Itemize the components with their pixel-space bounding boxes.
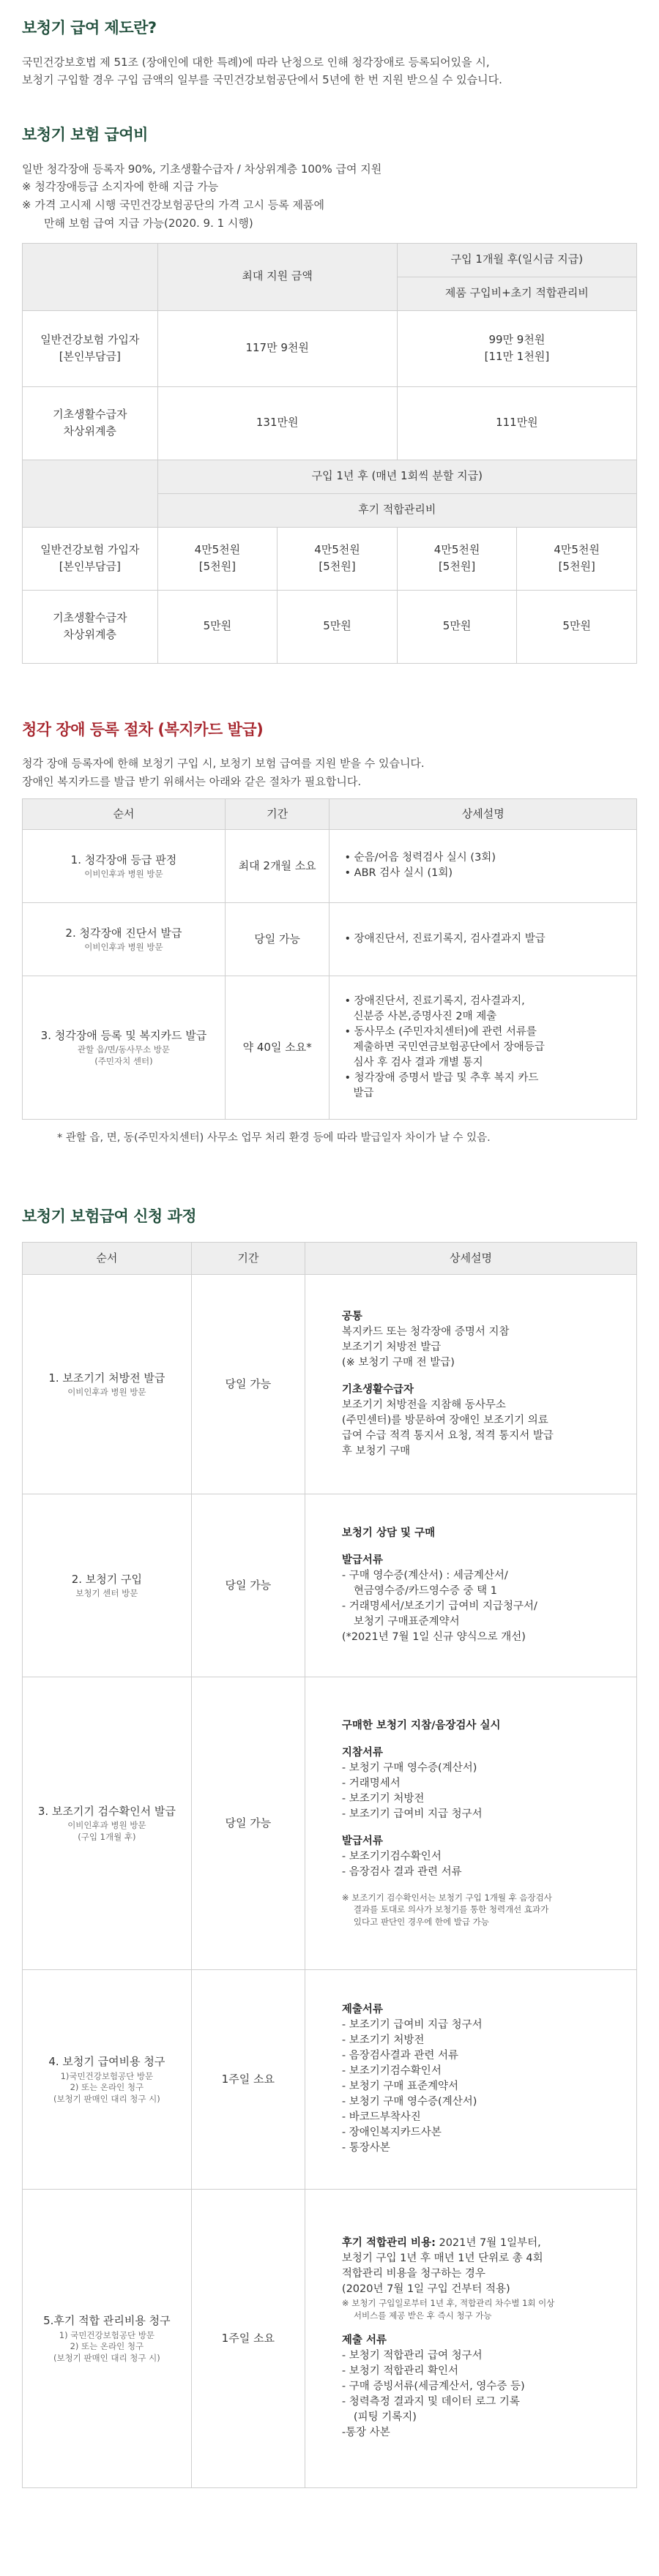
step-sub: 이비인후과 병원 방문 — [84, 869, 163, 879]
step-title: 1. 보조기기 처방전 발급 — [48, 1371, 165, 1385]
label-line: [본인부담금] — [59, 560, 121, 574]
step-cell — [23, 976, 226, 1119]
detail-line: • ABR 검사 실시 (1회) — [344, 867, 453, 880]
period-cell: 약 40일 소요* — [225, 976, 330, 1119]
period-cell: 1주일 소요 — [191, 1969, 305, 2189]
section-title: 보청기 보험 급여비 — [22, 126, 148, 144]
detail-line: - 보청기 적합관리 급여 청구서 — [341, 2350, 483, 2362]
detail-line: - 보조기기 급여비 지급 청구서 — [341, 2019, 483, 2032]
detail-line: 심사 후 검사 결과 개별 통지 — [353, 1056, 483, 1068]
detail-line: (*2021년 7월 1일 신규 양식으로 개선) — [341, 1630, 526, 1643]
text-line: 만해 보험 급여 지급 가능(2020. 9. 1 시행) — [44, 216, 253, 230]
detail-heading: 제출 서류 — [341, 2334, 387, 2347]
table-cell — [397, 527, 517, 590]
step-title: 3. 청각장애 등록 및 복지카드 발급 — [40, 1029, 207, 1042]
detail-line: - 보조기기 급여비 지급 청구서 — [341, 1808, 483, 1820]
header-cell: 상세설명 — [330, 798, 637, 829]
detail-heading: 발급서류 — [341, 1835, 383, 1847]
row-label — [23, 590, 158, 663]
detail-note: 서비스를 제공 받은 후 즉시 청구 가능 — [353, 2310, 492, 2321]
step-sub: (구입 1개월 후) — [78, 1831, 136, 1842]
footnote: * 관할 읍, 면, 동(주민자치센터) 사무소 업무 처리 환경 등에 따라 발급일자 차이가 날 수 있음. — [57, 1131, 491, 1144]
registration-text — [22, 755, 637, 791]
text-line: 청각 장애 등록자에 한해 보청기 구입 시, 보청기 보험 급여를 지원 받을 수 있습니다. — [22, 757, 425, 771]
table-cell — [157, 527, 278, 590]
detail-cell — [305, 1274, 636, 1494]
detail-line: - 장애인복지카드사본 — [341, 2127, 442, 2139]
detail-line: - 청력측정 결과지 및 데이터 로그 기록 — [341, 2396, 520, 2408]
text-line: ※ 청각장애등급 소지자에 한해 지급 가능 — [22, 180, 219, 194]
step-sub: 보청기 센터 방문 — [75, 1588, 138, 1599]
detail-line: - 보청기 구매 영수증(계산서) — [341, 2096, 477, 2108]
header-cell: 후기 적합관리비 — [157, 493, 636, 527]
detail-heading: 보청기 상담 및 구매 — [341, 1527, 436, 1539]
section-application — [22, 1205, 637, 2488]
detail-line: 적합관리 비용을 청구하는 경우 — [341, 2267, 485, 2280]
detail-cell — [330, 976, 637, 1119]
detail-line: - 음장검사결과 관련 서류 — [341, 2050, 459, 2062]
step-sub: (보청기 판매인 대리 청구 시) — [53, 2352, 160, 2363]
detail-line: 2021년 7월 1일부터, — [435, 2236, 541, 2249]
benefit-text — [22, 160, 637, 233]
detail-note: ※ 보조기기 검수확인서는 보청기 구입 1개월 후 음장검사 — [341, 1892, 552, 1903]
step-sub: 2) 또는 온라인 청구 — [70, 2341, 144, 2352]
detail-line: 보청기 구입 1년 후 매년 1년 단위로 총 4회 — [341, 2252, 543, 2264]
detail-heading: 발급서류 — [341, 1554, 383, 1566]
detail-line: 급여 수급 적격 통지서 요청, 적격 통지서 발급 — [341, 1429, 554, 1442]
detail-heading: 제출서류 — [341, 2004, 383, 2016]
detail-line: 신분증 사본,증명사진 2매 제출 — [353, 1010, 497, 1022]
detail-line: - 보조기기검수확인서 — [341, 2065, 442, 2078]
detail-line: - 구매 영수증(계산서) : 세금계산서/ — [341, 1569, 508, 1581]
detail-line: - 보조기기 처방전 — [341, 2034, 425, 2047]
detail-line: • 순음/어음 청력검사 실시 (3회) — [344, 852, 496, 864]
detail-line: 현금영수증/카드영수증 중 택 1 — [353, 1584, 497, 1597]
header-cell: 구입 1개월 후(일시금 지급) — [397, 243, 636, 277]
step-title: 2. 보청기 구입 — [71, 1572, 143, 1586]
text-line: ※ 가격 고시제 시행 국민건강보험공단의 가격 고시 등록 제품에 — [22, 198, 324, 212]
value-line: [5천원] — [319, 560, 356, 574]
label-line: 일반건강보험 가입자 — [40, 332, 140, 346]
period-cell: 최대 2개월 소요 — [225, 829, 330, 902]
label-line: [본인부담금] — [59, 350, 121, 364]
detail-line: • 동사무소 (주민자치센터)에 관련 서류를 — [344, 1025, 537, 1038]
detail-line: (피팅 기록지) — [353, 2411, 417, 2424]
section-title: 보청기 급여 제도란? — [22, 19, 157, 37]
table-cell — [397, 310, 636, 386]
label-line: 기초생활수급자 — [53, 407, 127, 421]
detail-heading: 공통 — [341, 1310, 362, 1322]
label-line: 일반건강보험 가입자 — [40, 542, 140, 556]
step-sub: (주민자치 센터) — [94, 1055, 153, 1066]
value-line: [5천원] — [558, 560, 595, 574]
detail-heading: 구매한 보청기 지참/음장검사 실시 — [341, 1719, 501, 1731]
detail-cell — [330, 902, 637, 976]
value-line: [11만 1천원] — [484, 350, 550, 364]
step-cell — [23, 1274, 192, 1494]
detail-cell — [305, 2189, 636, 2487]
detail-note: 있다고 판단인 경우에 한에 발급 가능 — [353, 1917, 489, 1928]
detail-line: 복지카드 또는 청각장애 증명서 지참 — [341, 1325, 510, 1338]
step-sub: (보청기 판매인 대리 청구 시) — [53, 2093, 160, 2104]
step-cell — [23, 902, 226, 976]
label-line: 차상위계층 — [63, 628, 117, 642]
value-line: 4만5천원 — [554, 542, 600, 556]
detail-line: 보조기기 처방전을 지참해 동사무소 — [341, 1399, 506, 1411]
label-line: 기초생활수급자 — [53, 610, 127, 624]
detail-cell — [305, 1494, 636, 1677]
step-sub: 1) 국민건강보험공단 방문 — [59, 2329, 154, 2340]
step-sub: 이비인후과 병원 방문 — [67, 1820, 146, 1831]
step-cell — [23, 829, 226, 902]
header-cell — [23, 243, 158, 310]
table-cell: 5만원 — [397, 590, 517, 663]
detail-line: -통장 사본 — [341, 2427, 390, 2439]
detail-line: - 보청기 구매 표준계약서 — [341, 2081, 459, 2093]
value-line: [5천원] — [198, 560, 236, 574]
detail-line: • 장애진단서, 진료기록지, 검사결과지 발급 — [344, 932, 546, 945]
table-cell: 117만 9천원 — [157, 310, 397, 386]
step-title: 4. 보청기 급여비용 청구 — [48, 2055, 165, 2069]
section-title: 청각 장애 등록 절차 (복지카드 발급) — [22, 720, 264, 738]
row-label — [23, 310, 158, 386]
detail-line: - 보청기 구매 영수증(계산서) — [341, 1761, 477, 1774]
text-line: 국민건강보호법 제 51조 (장애인에 대한 특례)에 따라 난청으로 인해 청각장애로 등록되어있을 시, — [22, 55, 490, 69]
header-cell — [23, 460, 158, 527]
value-line: 4만5천원 — [314, 542, 360, 556]
detail-line: • 장애진단서, 진료기록지, 검사결과지, — [344, 995, 525, 1007]
detail-line: 보청기 구매표준계약서 — [353, 1615, 460, 1628]
header-cell: 최대 지원 금액 — [157, 243, 397, 310]
row-label — [23, 386, 158, 460]
text-line: 장애인 복지카드를 발급 받기 위해서는 아래와 같은 절차가 필요합니다. — [22, 774, 362, 788]
text-line: 일반 청각장애 등록자 90%, 기초생활수급자 / 차상위계층 100% 급여 지원 — [22, 162, 382, 176]
step-sub: 이비인후과 병원 방문 — [84, 942, 163, 952]
detail-line: 발급 — [353, 1087, 374, 1099]
detail-line: - 보조기기검수확인서 — [341, 1850, 442, 1862]
detail-line: - 보조기기 처방전 — [341, 1792, 425, 1805]
header-cell: 제품 구입비+초기 적합관리비 — [397, 277, 636, 310]
period-cell: 당일 가능 — [191, 1494, 305, 1677]
period-cell: 당일 가능 — [191, 1677, 305, 1969]
step-title: 1. 청각장애 등급 판정 — [70, 853, 177, 866]
detail-line: (주민센터)를 방문하여 장애인 보조기기 의료 — [341, 1414, 548, 1426]
section-title: 보청기 보험급여 신청 과정 — [22, 1208, 197, 1226]
detail-cell — [305, 1677, 636, 1969]
table-cell — [517, 527, 637, 590]
detail-line: 보조기기 처방전 발급 — [341, 1341, 442, 1353]
step-sub: 관할 읍/면/동사무소 방문 — [77, 1044, 170, 1055]
detail-line: 제출하면 국민연금보험공단에서 장애등급 — [353, 1041, 545, 1053]
value-line: 4만5천원 — [433, 542, 480, 556]
row-label — [23, 527, 158, 590]
step-cell — [23, 1494, 192, 1677]
detail-line: - 구매 증빙서류(세금계산서, 영수증 등) — [341, 2381, 525, 2393]
detail-heading: 기초생활수급자 — [341, 1383, 414, 1396]
step-title: 2. 청각장애 진단서 발급 — [65, 926, 182, 940]
table-cell: 5만원 — [517, 590, 637, 663]
step-sub: 이비인후과 병원 방문 — [67, 1387, 146, 1398]
value-line: [5천원] — [438, 560, 476, 574]
header-cell: 기간 — [191, 1242, 305, 1274]
detail-heading: 후기 적합관리 비용: — [341, 2236, 436, 2249]
detail-line: • 청각장애 증명서 발급 및 추후 복지 카드 — [344, 1071, 539, 1084]
detail-line: - 바코드부착사진 — [341, 2111, 421, 2124]
step-title: 5.후기 적합 관리비용 청구 — [43, 2314, 171, 2328]
table-cell: 131만원 — [157, 386, 397, 460]
detail-heading: 지참서류 — [341, 1746, 383, 1759]
value-line: 99만 9천원 — [488, 332, 546, 346]
detail-line: 후 보청기 구매 — [341, 1445, 411, 1457]
detail-line: - 거래명세서 — [341, 1777, 401, 1789]
header-cell: 기간 — [225, 798, 330, 829]
step-cell — [23, 1969, 192, 2189]
step-title: 3. 보조기기 검수확인서 발급 — [37, 1805, 176, 1819]
header-cell: 상세설명 — [305, 1242, 636, 1274]
detail-note: 결과를 토대로 의사가 보청기를 통한 청력개선 효과가 — [353, 1904, 549, 1915]
step-sub: 2) 또는 온라인 청구 — [70, 2082, 144, 2093]
detail-note: ※ 보청기 구입일로부터 1년 후, 적합관리 차수별 1회 이상 — [341, 2297, 555, 2308]
period-cell: 당일 가능 — [225, 902, 330, 976]
step-cell — [23, 1677, 192, 1969]
detail-line: - 통장사본 — [341, 2142, 390, 2154]
detail-line: - 보청기 적합관리 확인서 — [341, 2365, 459, 2378]
table-cell: 5만원 — [278, 590, 398, 663]
detail-cell — [330, 829, 637, 902]
label-line: 차상위계층 — [63, 424, 117, 438]
header-cell: 순서 — [23, 798, 226, 829]
application-table — [22, 1242, 637, 2488]
value-line: 4만5천원 — [194, 542, 241, 556]
header-cell: 구입 1년 후 (매년 1회씩 분할 지급) — [157, 460, 636, 493]
table-cell — [278, 527, 398, 590]
detail-cell — [305, 1969, 636, 2189]
table-cell: 5만원 — [157, 590, 278, 663]
step-cell — [23, 2189, 192, 2487]
detail-line: - 음장검사 결과 관련 서류 — [341, 1865, 462, 1878]
step-sub: 1)국민건강보험공단 방문 — [60, 2070, 154, 2081]
section-benefit — [22, 123, 637, 664]
text-line: 보청기 구입할 경우 구입 금액의 일부를 국민건강보험공단에서 5년에 한 번 지원 받으실 수 있습니다. — [22, 73, 502, 87]
table-cell: 111만원 — [397, 386, 636, 460]
section-registration — [22, 718, 637, 1147]
benefit-table — [22, 243, 637, 664]
detail-line: (2020년 7월 1일 구입 건부터 적용) — [341, 2283, 510, 2295]
period-cell: 1주일 소요 — [191, 2189, 305, 2487]
section-intro — [22, 16, 637, 89]
detail-line: (※ 보청기 구매 전 발급) — [341, 1356, 455, 1368]
period-cell: 당일 가능 — [191, 1274, 305, 1494]
registration-table — [22, 798, 637, 1120]
header-cell: 순서 — [23, 1242, 192, 1274]
detail-line: - 거래명세서/보조기기 급여비 지급청구서/ — [341, 1600, 537, 1612]
intro-text — [22, 53, 637, 90]
